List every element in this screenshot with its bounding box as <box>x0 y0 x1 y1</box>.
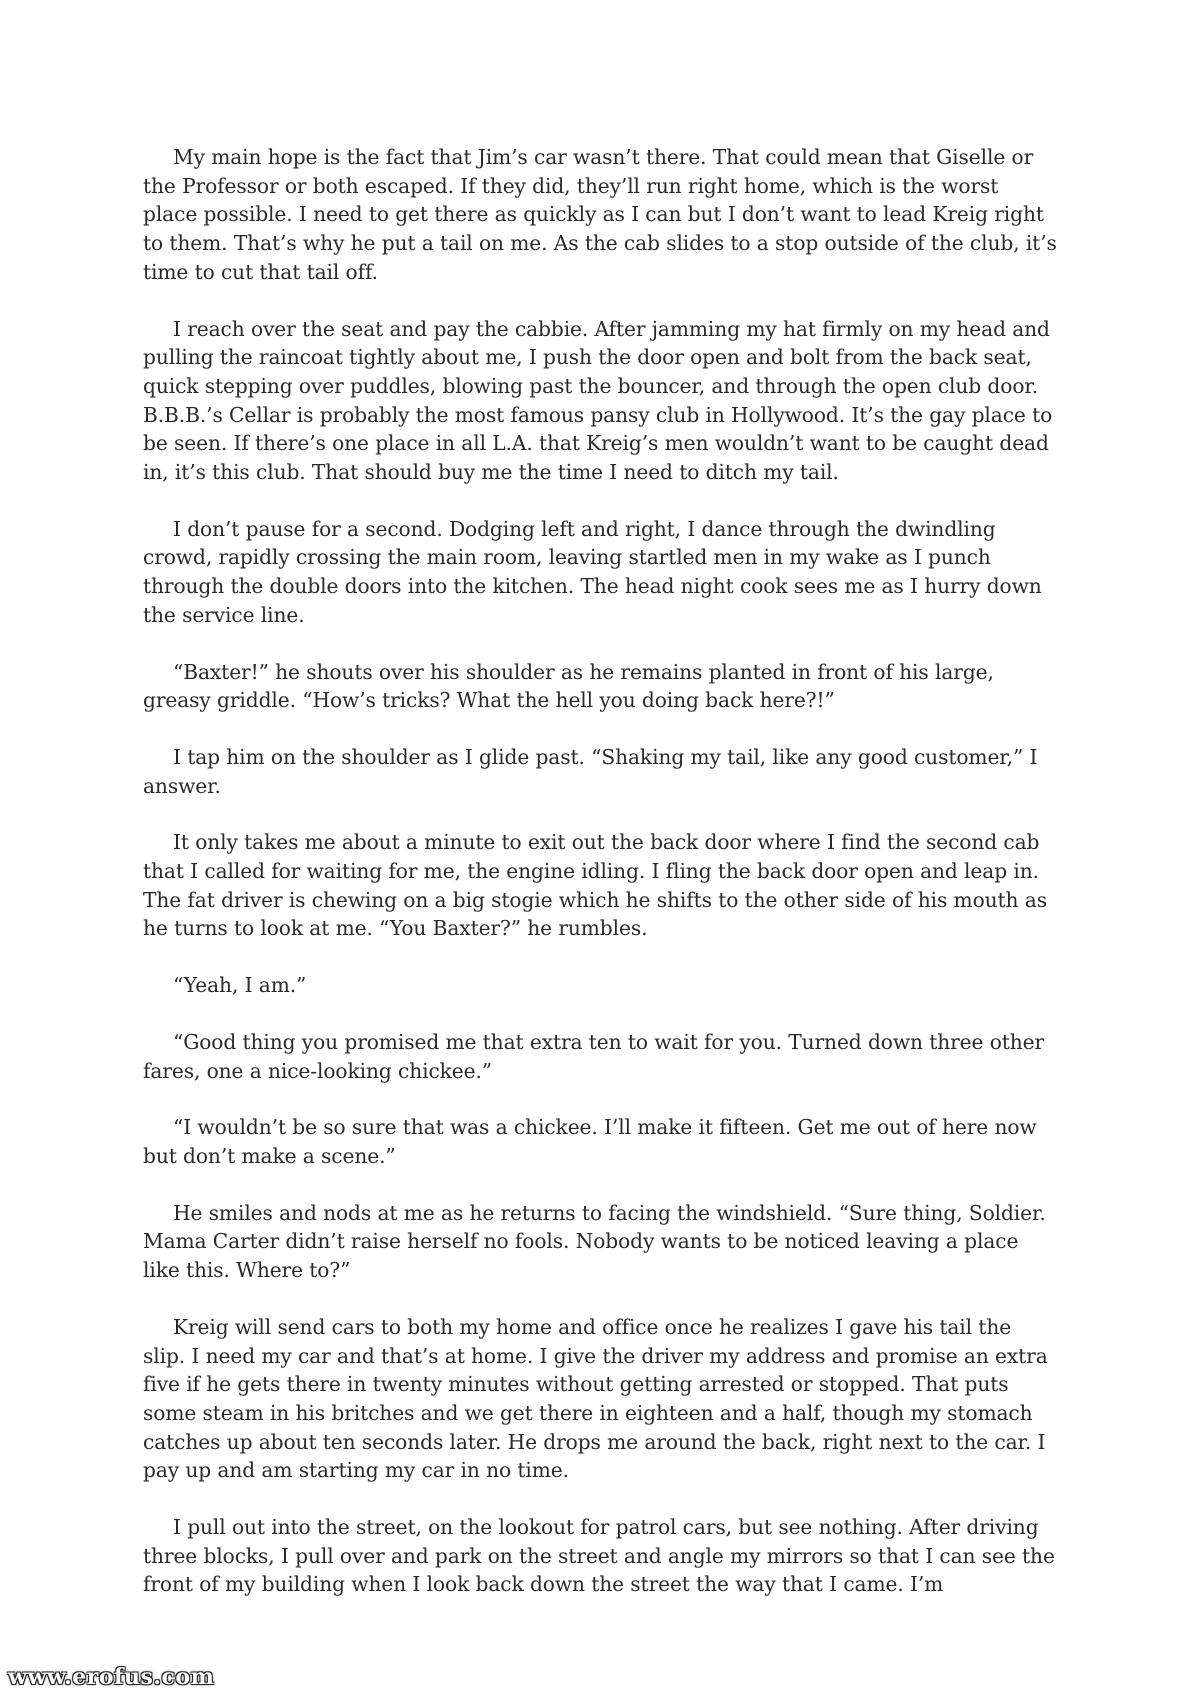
paragraph: “Yeah, I am.” <box>173 973 307 998</box>
paragraph: He smiles and nods at me as he returns to facing the windshield. “Sure thing, Soldier. Mama Carter didn’t raise herself no fools. Nobody wants to be noticed leaving a place like this. Where to?” <box>143 1200 1046 1283</box>
paragraph: It only takes me about a minute to exit out the back door where I find the second cab that I called for waiting for me, the engine idling. I fling the back door open and leap in. The fat driver is chewing on a big stogie which he shifts to the other side of his mouth as he turns to look at me. “You Baxter?” he rumbles. <box>143 830 1047 941</box>
paragraph: Kreig will send cars to both my home and office once he realizes I gave his tail the slip. I need my car and that’s at home. I give the driver my address and promise an extra five if he gets there in twenty minutes without getting arrested or stopped. That puts some steam in his britches and we get there in eighteen and a half, though my stomach catches up about ten seconds later. He drops me around the back, right next to the car. I pay up and am starting my car in no time. <box>143 1314 1048 1483</box>
paragraph: My main hope is the fact that Jim’s car wasn’t there. That could mean that Giselle or the Professor or both escaped. If they did, they’ll run right home, which is the worst place possible. I need to get there as quickly as I can but I don’t want to lead Kreig right to them. That’s why he put a tail on me. As the cab slides to a stop outside of the club, it’s time to cut that tail off. <box>143 145 1057 284</box>
paragraph: I tap him on the shoulder as I glide past. “Shaking my tail, like any good customer,” I answer. <box>143 744 1038 798</box>
site-watermark: www.erofus.com <box>8 1664 215 1690</box>
paragraph: I pull out into the street, on the lookout for patrol cars, but see nothing. After driving three blocks, I pull over and park on the street and angle my mirrors so that I can see the front of my building when I look back down the street the way that I came. I’m <box>143 1515 1055 1597</box>
page-body <box>143 143 1058 1627</box>
paragraph: “Good thing you promised me that extra ten to wait for you. Turned down three other fares, one a nice-looking chickee.” <box>143 1029 1045 1083</box>
paragraph: “Baxter!” he shouts over his shoulder as he remains planted in front of his large, greasy griddle. “How’s tricks? What the hell you doing back here?!” <box>143 659 994 713</box>
paragraph: “I wouldn’t be so sure that was a chickee. I’ll make it fifteen. Get me out of here now but don’t make a scene.” <box>143 1115 1037 1168</box>
paragraph: I reach over the seat and pay the cabbie. After jamming my hat firmly on my head and pulling the raincoat tightly about me, I push the door open and bolt from the back seat, quick stepping over puddles, blowing past the bouncer, and through the open club door. B.B.B.’s Cellar is probably the most famous pansy club in Hollywood. It’s the gay place to be seen. If there’s one place in all L.A. that Kreig’s men wouldn’t want to be caught dead in, it’s this club. That should buy me the time I need to ditch my tail. <box>143 316 1053 485</box>
paragraph: I don’t pause for a second. Dodging left and right, I dance through the dwindling crowd, rapidly crossing the main room, leaving startled men in my wake as I punch through the double doors into the kitchen. The head night cook sees me as I hurry down the service line. <box>143 516 1042 627</box>
